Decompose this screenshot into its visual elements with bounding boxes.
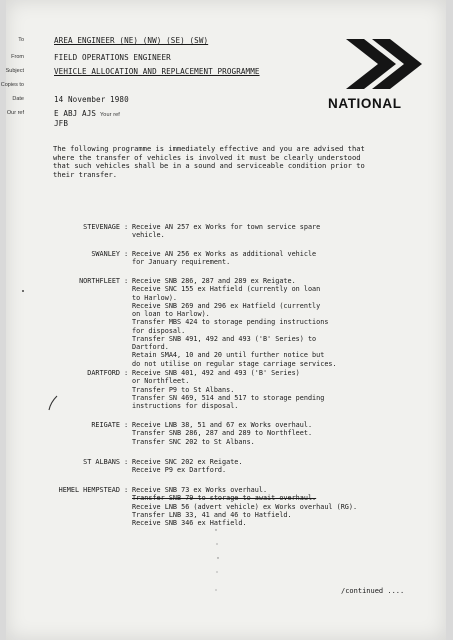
date-label: Date [12,96,24,102]
instruction-line: Transfer LNB 33, 41 and 46 to Hatfield. [132,510,292,519]
separator-colon: : [124,250,129,258]
separator-colon: : [124,421,129,429]
intro-paragraph: The following programme is immediately effective and you are advised that where the transfer of vehicles is involved it must be clearly understood that such vehicles shall be in a sound and serviceable condition prior to their transfer. [53,144,365,179]
depot-name: DARTFORD [87,369,120,377]
depot-instructions: Receive AN 257 ex Works for town service spare vehicle. [132,223,321,240]
continued-note: /continued .... [341,587,405,595]
scan-dot [22,290,24,292]
depot-instructions [132,486,432,527]
to-label: To [18,37,24,43]
date-value: 14 November 1980 [54,95,129,104]
separator-colon: : [124,369,129,377]
separator-colon: : [124,277,129,285]
to-value: AREA ENGINEER (NE) (NW) (SE) (SW) [54,36,209,45]
scan-speck-marks [196,520,236,600]
depot-name: NORTHFLEET [79,277,120,285]
our-ref-label: Our ref [6,110,24,116]
pen-tick-mark [46,395,60,411]
depot-name: STEVENAGE [83,223,120,231]
depot-instructions: Receive SNB 401, 492 and 493 ('B' Series) or Northfleet. Transfer P9 to St Albans. Transfer SN 469, 514 and 517 to storage pending instructions for disposal. [132,369,325,410]
depot-name: SWANLEY [91,250,120,258]
our-ref-value [54,109,122,118]
our-ref-line1: E ABJ AJS [54,109,97,118]
your-ref-label: Your ref [100,112,120,118]
from-label: From [11,54,24,60]
instruction-line: Receive SNB 73 ex Works overhaul. [132,486,268,494]
depot-instructions: Receive LNB 38, 51 and 67 ex Works overhaul. Transfer SNB 286, 287 and 289 to Northfleet. Transfer SNC 202 to St Albans. [132,421,313,446]
depot-instructions: Receive SNC 202 ex Reigate. Receive P9 ex Dartford. [132,458,243,475]
subject-label: Subject [5,68,24,74]
depot-name: REIGATE [91,421,120,429]
depot-instructions: Receive AN 256 ex Works as additional vehicle for January requirement. [132,250,317,267]
our-ref-line2: JFB [54,119,69,128]
separator-colon: : [124,458,129,466]
instruction-line: Receive LNB 56 (advert vehicle) ex Works overhaul (RG). [132,502,358,511]
instruction-line-struck: Transfer SNB 79 to storage to await overhaul. [132,494,317,503]
brand-name: NATIONAL [328,96,402,111]
separator-colon: : [124,486,129,494]
instruction-line: Receive SNB 346 ex Hatfield. [132,519,247,527]
subject-value: VEHICLE ALLOCATION AND REPLACEMENT PROGRAMME [54,67,260,76]
depot-name: ST ALBANS [83,458,120,466]
from-value: FIELD OPERATIONS ENGINEER [54,53,171,62]
depot-instructions: Receive SNB 286, 287 and 289 ex Reigate. Receive SNC 155 ex Hatfield (currently on loan to Harlow). Receive SNB 269 and 296 ex Hatfield (currently on loan to Harlow). Transfer MBS 424 to storage pending instructions for disposal. Transfer SNB 491, 492 and 493 ('B' Series) to Dartford. Retain SMA4, 10 and 20 until further notice but do not utilise on regular stage carriage services. [132,277,337,368]
ref-row-2 [6,119,426,131]
copies-label: Copies to [0,82,24,88]
separator-colon: : [124,223,129,231]
depot-name: HEMEL HEMPSTEAD [58,486,120,494]
